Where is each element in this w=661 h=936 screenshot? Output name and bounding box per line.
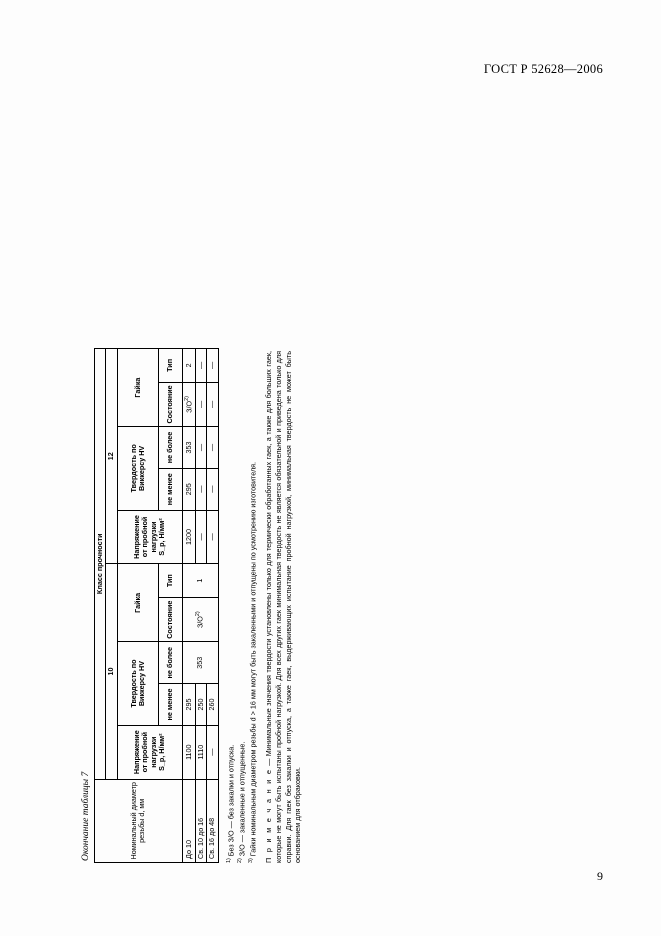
header-class-10: 10 — [105, 564, 116, 779]
cell-hv-min-10: 295 — [182, 684, 195, 726]
cell-hv-max-12: 353 — [182, 427, 195, 469]
cell-stress-10: 1100 — [182, 725, 195, 779]
cell-diameter: Св. 16 до 48 — [206, 779, 217, 862]
strength-class-table — [94, 348, 219, 863]
table-caption: Окончание таблицы 7 — [80, 771, 91, 861]
table-header-row-group — [94, 349, 105, 863]
header-condition-10: Состояние — [158, 597, 182, 641]
cell-hv-min-12: 295 — [182, 468, 195, 510]
header-stress-12: Напряжение от пробной нагрузки S_p, Н/мм² — [117, 510, 182, 564]
cell-hv-min-12: — — [195, 468, 206, 510]
cell-diameter: Св. 10 до 16 — [195, 779, 206, 862]
footnote-item: $^{1)}$ Без З/О — без закалки и отпуска. — [225, 744, 235, 863]
note-block — [264, 351, 303, 863]
footnotes — [225, 351, 257, 863]
standard-header: ГОСТ Р 52628—2006 — [483, 62, 603, 76]
header-stress-10: Напряжение от пробной нагрузки S_p, Н/мм² — [117, 725, 182, 779]
header-class-12: 12 — [105, 349, 116, 564]
header-hardness-12: Твердость по Виккерсу HV — [117, 427, 158, 510]
cell-hv-min-10: 250 — [195, 684, 206, 726]
header-type-10: Тип — [158, 564, 182, 598]
cell-diameter: До 10 — [182, 779, 195, 862]
header-diameter: Номинальный диаметр резьбы d, мм — [94, 779, 182, 862]
header-hv-min-10: не менее — [158, 684, 182, 726]
note-text: Минимальные значения твердости установлены только для термически обработанных гаек, а также для больших гаек, которые не могут быть испытаны пробной нагрузкой. Для всех других гаек минимальная твердость не является обязательной и приведена только для справки. Для гаек без закалки и отпуска, а также гаек, выдерживающих испытание пробной нагрузкой, минимальная твердость не может быть основанием для отбраковки. — [263, 351, 302, 863]
cell-hv-min-10: 260 — [206, 684, 217, 726]
cell-stress-12: 1200 — [182, 510, 195, 564]
cell-hv-min-12: — — [206, 468, 217, 510]
cell-stress-10: — — [206, 725, 217, 779]
cell-stress-12: — — [195, 510, 206, 564]
cell-type-10: 1 — [182, 564, 218, 598]
cell-stress-10: 1110 — [195, 725, 206, 779]
cell-condition-12: — — [206, 382, 217, 426]
header-strength-class: Класс прочности — [94, 349, 105, 780]
cell-type-12: 2 — [182, 349, 195, 383]
cell-hv-max-10: 353 — [182, 642, 218, 684]
cell-type-12: — — [206, 349, 217, 383]
header-condition-12: Состояние — [158, 382, 182, 426]
cell-type-12: — — [195, 349, 206, 383]
cell-condition-12: — — [195, 382, 206, 426]
header-nut-10: Гайка — [117, 564, 158, 642]
header-nut-12: Гайка — [117, 349, 158, 427]
cell-condition-12: $З/О^{2)}$ — [182, 382, 195, 426]
note-label: П р и м е ч а н и е — [263, 768, 273, 863]
table-row — [182, 349, 195, 863]
header-hv-max-10: не более — [158, 642, 182, 684]
cell-hv-max-12: — — [206, 427, 217, 469]
header-hv-max-12: не более — [158, 427, 182, 469]
page-number: 9 — [597, 869, 603, 883]
footnote-item: $^{3)}$ Гайки номинальным диаметром резьбы d > 16 мм могут быть закаленными и отпущены по усмотрению изготовителя. — [247, 461, 257, 863]
cell-stress-12: — — [206, 510, 217, 564]
header-hardness-10: Твердость по Виккерсу HV — [117, 642, 158, 725]
note-dash: — — [263, 756, 273, 769]
footnote-item: $^{2)}$ З/О — закаленные и отпущенные. — [236, 741, 246, 863]
cell-hv-max-12: — — [195, 427, 206, 469]
header-type-12: Тип — [158, 349, 182, 383]
header-hv-min-12: не менее — [158, 468, 182, 510]
cell-condition-10: $З/О^{2)}$ — [182, 597, 218, 641]
